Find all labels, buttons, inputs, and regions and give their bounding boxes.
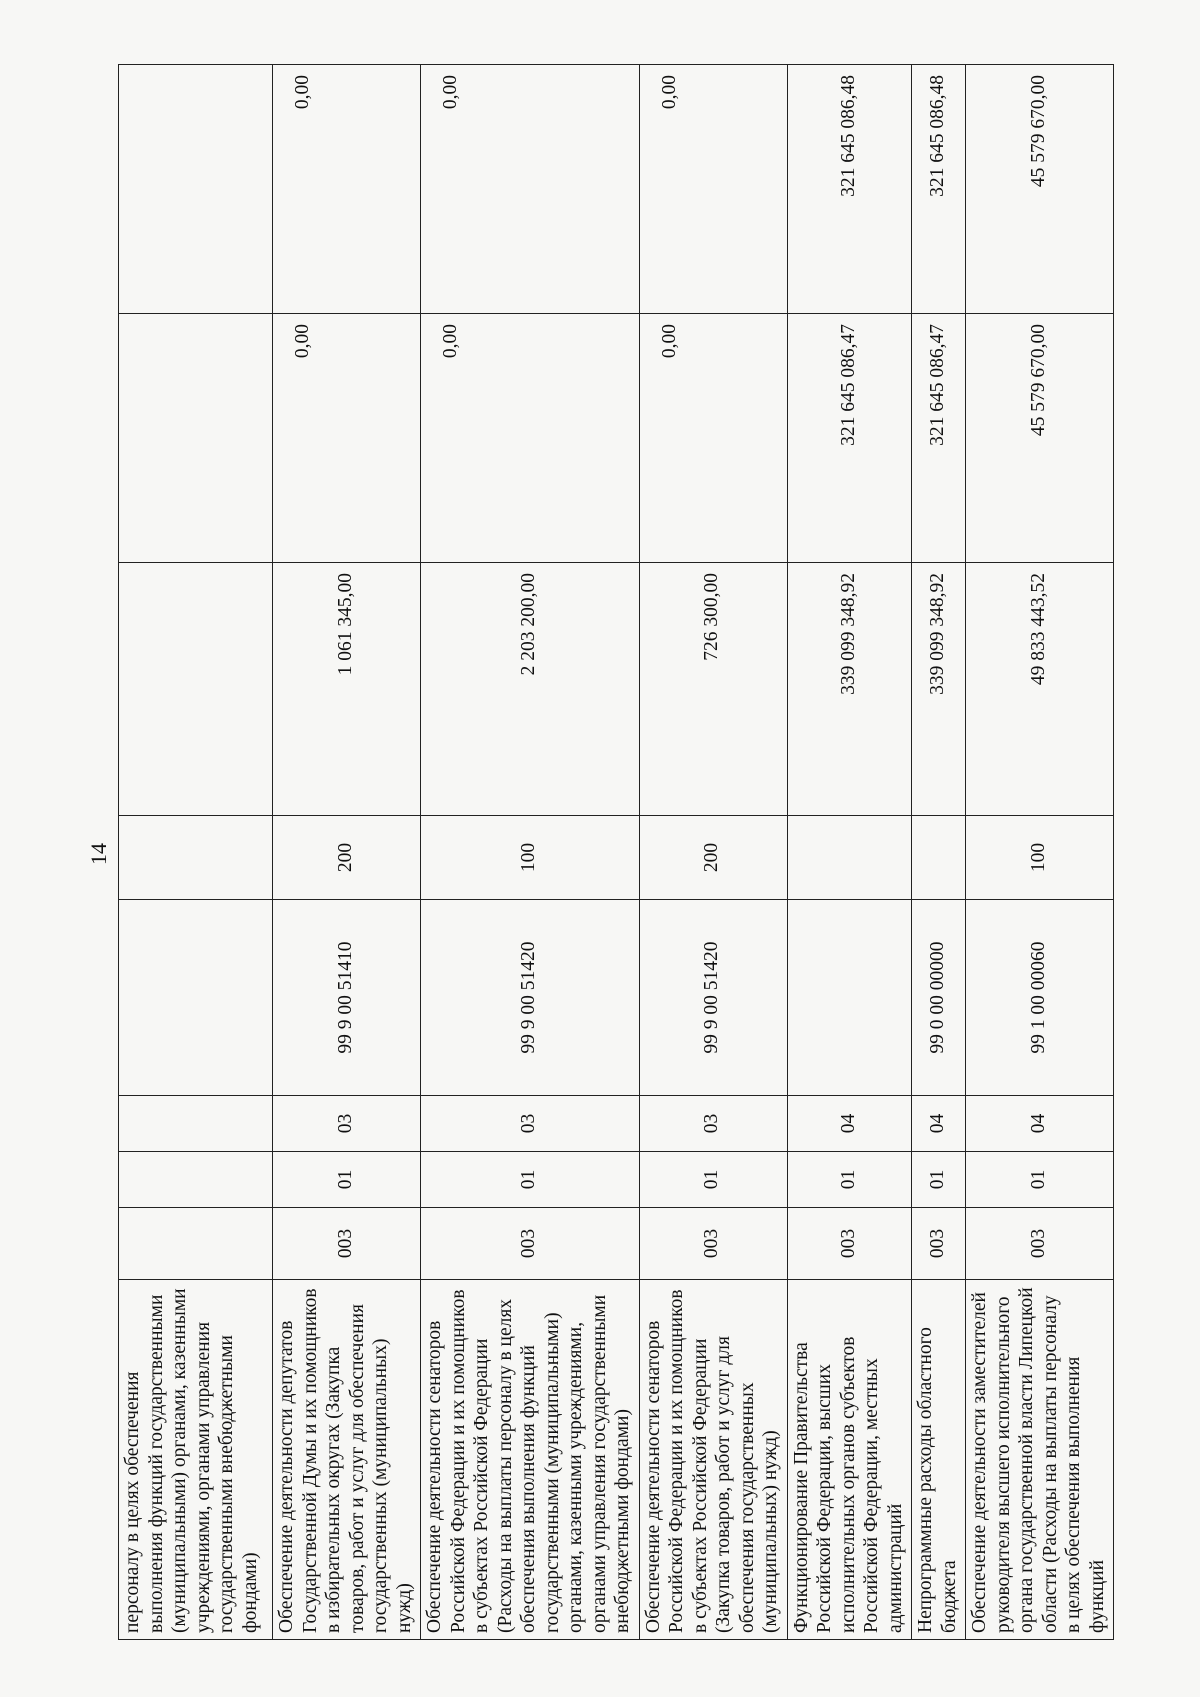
row-name: Непрограммные расходы областного бюджета (912, 1280, 966, 1640)
amount-year1: 49 833 443,52 (966, 563, 1114, 816)
ministry-code: 003 (421, 1208, 640, 1280)
table-row (119, 65, 273, 1640)
amount-year3: 45 579 670,00 (966, 65, 1114, 314)
amount-year3: 0,00 (639, 65, 787, 314)
section-code: 01 (912, 1152, 966, 1208)
subsection-code: 03 (421, 1096, 640, 1152)
section-code: 01 (273, 1152, 421, 1208)
target-code (787, 900, 912, 1096)
expense-type-code (119, 816, 273, 900)
expense-type-code: 200 (639, 816, 787, 900)
budget-table (118, 64, 1114, 1640)
amount-year3: 0,00 (421, 65, 640, 314)
ministry-code (119, 1208, 273, 1280)
target-code: 99 1 00 00060 (966, 900, 1114, 1096)
amount-year1: 726 300,00 (639, 563, 787, 816)
amount-year1: 339 099 348,92 (912, 563, 966, 816)
table-row (966, 65, 1114, 1640)
amount-year2 (119, 314, 273, 563)
amount-year2: 0,00 (639, 314, 787, 563)
target-code: 99 9 00 51420 (421, 900, 640, 1096)
subsection-code (119, 1096, 273, 1152)
target-code: 99 0 00 00000 (912, 900, 966, 1096)
table-row (421, 65, 640, 1640)
row-name: Обеспечение деятельности заместителей руководителя высшего исполнительного органа государственной власти Липецкой области (Расходы на выплаты персоналу в целях обеспечения выполнения функций (966, 1280, 1114, 1640)
amount-year3: 321 645 086,48 (912, 65, 966, 314)
target-code: 99 9 00 51410 (273, 900, 421, 1096)
row-name: персоналу в целях обеспечения выполнения функций государственными (муниципальными) органами, казенными учреждениями, органами управления государственными внебюджетными фондами) (119, 1280, 273, 1640)
row-name: Обеспечение деятельности сенаторов Российской Федерации и их помощников в субъектах Российской Федерации (Расходы на выплаты персоналу в целях обеспечения выполнения функций государственными (муниципальными) органами, казенными учреждениями, органами управления государственными внебюджетными фондами) (421, 1280, 640, 1640)
subsection-code: 04 (912, 1096, 966, 1152)
table-row (639, 65, 787, 1640)
expense-type-code (787, 816, 912, 900)
section-code: 01 (787, 1152, 912, 1208)
ministry-code: 003 (787, 1208, 912, 1280)
expense-type-code (912, 816, 966, 900)
ministry-code: 003 (912, 1208, 966, 1280)
table-row (273, 65, 421, 1640)
amount-year3: 0,00 (273, 65, 421, 314)
subsection-code: 03 (273, 1096, 421, 1152)
amount-year1: 2 203 200,00 (421, 563, 640, 816)
page-number: 14 (86, 843, 111, 865)
table-row (787, 65, 912, 1640)
section-code: 01 (966, 1152, 1114, 1208)
amount-year2: 321 645 086,47 (787, 314, 912, 563)
subsection-code: 04 (787, 1096, 912, 1152)
amount-year2: 45 579 670,00 (966, 314, 1114, 563)
row-name: Обеспечение деятельности сенаторов Российской Федерации и их помощников в субъектах Российской Федерации (Закупка товаров, работ и услуг для обеспечения государственных (муниципальных) нужд) (639, 1280, 787, 1640)
amount-year2: 0,00 (421, 314, 640, 563)
amount-year2: 0,00 (273, 314, 421, 563)
expense-type-code: 200 (273, 816, 421, 900)
ministry-code: 003 (639, 1208, 787, 1280)
section-code (119, 1152, 273, 1208)
rotated-table-wrapper (118, 65, 1108, 1640)
subsection-code: 03 (639, 1096, 787, 1152)
amount-year3: 321 645 086,48 (787, 65, 912, 314)
subsection-code: 04 (966, 1096, 1114, 1152)
section-code: 01 (421, 1152, 640, 1208)
section-code: 01 (639, 1152, 787, 1208)
ministry-code: 003 (966, 1208, 1114, 1280)
amount-year3 (119, 65, 273, 314)
target-code (119, 900, 273, 1096)
row-name: Обеспечение деятельности депутатов Государственной Думы и их помощников в избирательных округах (Закупка товаров, работ и услуг для обеспечения государственных (муниципальных) нужд) (273, 1280, 421, 1640)
expense-type-code: 100 (966, 816, 1114, 900)
ministry-code: 003 (273, 1208, 421, 1280)
amount-year1: 1 061 345,00 (273, 563, 421, 816)
amount-year2: 321 645 086,47 (912, 314, 966, 563)
amount-year1: 339 099 348,92 (787, 563, 912, 816)
row-name: Функционирование Правительства Российской Федерации, высших исполнительных органов субъектов Российской Федерации, местных администраций (787, 1280, 912, 1640)
amount-year1 (119, 563, 273, 816)
expense-type-code: 100 (421, 816, 640, 900)
target-code: 99 9 00 51420 (639, 900, 787, 1096)
table-row (912, 65, 966, 1640)
